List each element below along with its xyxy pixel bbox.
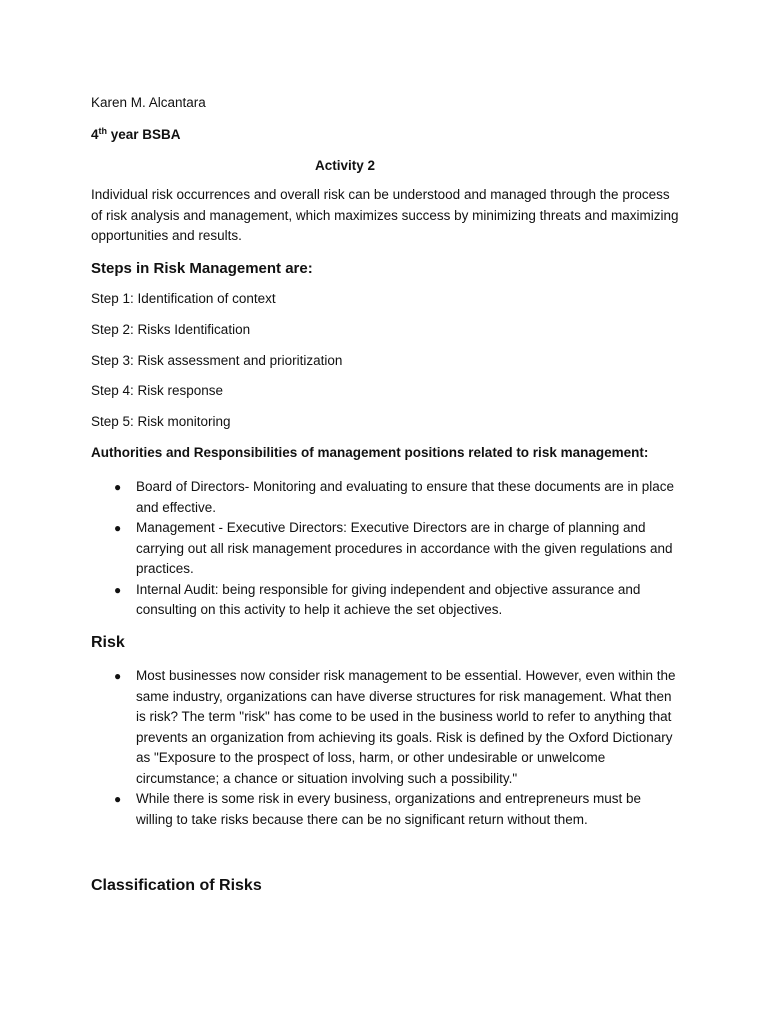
list-item xyxy=(0,518,678,580)
intro-paragraph: Individual risk occurrences and overall risk can be understood and managed through the process of risk analysis and management, which maximizes success by minimizing threats and maximizing opportunities and results. xyxy=(91,187,679,244)
bullet-icon: ● xyxy=(114,480,122,494)
authorities-list xyxy=(0,477,678,621)
steps-heading: Steps in Risk Management are: xyxy=(91,260,313,277)
step-item: Step 2: Risks Identification xyxy=(91,322,251,337)
step-item: Step 4: Risk response xyxy=(91,383,224,398)
list-item xyxy=(0,477,678,518)
year-ordinal-suffix: th xyxy=(98,126,108,136)
list-item xyxy=(0,666,678,789)
risk-text: While there is some risk in every business, organizations and entrepreneurs must be willing to take risks because there can be no significant return without them. xyxy=(136,791,641,827)
year-number: 4 xyxy=(91,127,99,142)
step-item: Step 5: Risk monitoring xyxy=(91,414,231,429)
risk-text: Most businesses now consider risk management to be essential. However, even within the same industry, organizations can have diverse structures for risk management. What then is risk? The term "risk" has come to be used in the business world to refer to anything that prevents an organization from achieving its goals. Risk is defined by the Oxford Dictionary as "Exposure to the prospect of loss, harm, or other undesirable or unwelcome circumstance; a chance or situation involving such a possibility." xyxy=(136,668,676,786)
authorities-heading: Authorities and Responsibilities of management positions related to risk management: xyxy=(91,445,649,460)
year-course: year BSBA xyxy=(107,127,181,142)
list-item xyxy=(0,580,678,621)
year-level xyxy=(91,125,181,145)
bullet-icon: ● xyxy=(114,792,122,806)
authority-text: Internal Audit: being responsible for giving independent and objective assurance and consulting on this activity to help it achieve the set objectives. xyxy=(136,581,641,617)
step-item: Step 1: Identification of context xyxy=(91,291,276,306)
list-item xyxy=(0,789,678,830)
author-name: Karen M. Alcantara xyxy=(91,95,206,110)
authority-text: Management - Executive Directors: Executive Directors are in charge of planning and carrying out all risk management procedures in accordance with the given regulations and practices. xyxy=(136,520,673,576)
bullet-icon: ● xyxy=(114,582,122,597)
risk-heading: Risk xyxy=(91,634,125,651)
bullet-icon: ● xyxy=(114,669,122,683)
activity-title: Activity 2 xyxy=(314,158,376,173)
bullet-icon: ● xyxy=(114,521,122,535)
classification-heading: Classification of Risks xyxy=(91,877,262,894)
step-item: Step 3: Risk assessment and prioritization xyxy=(91,353,343,368)
risk-list xyxy=(0,666,678,830)
authority-text: Board of Directors- Monitoring and evaluating to ensure that these documents are in place and effective. xyxy=(136,479,675,515)
